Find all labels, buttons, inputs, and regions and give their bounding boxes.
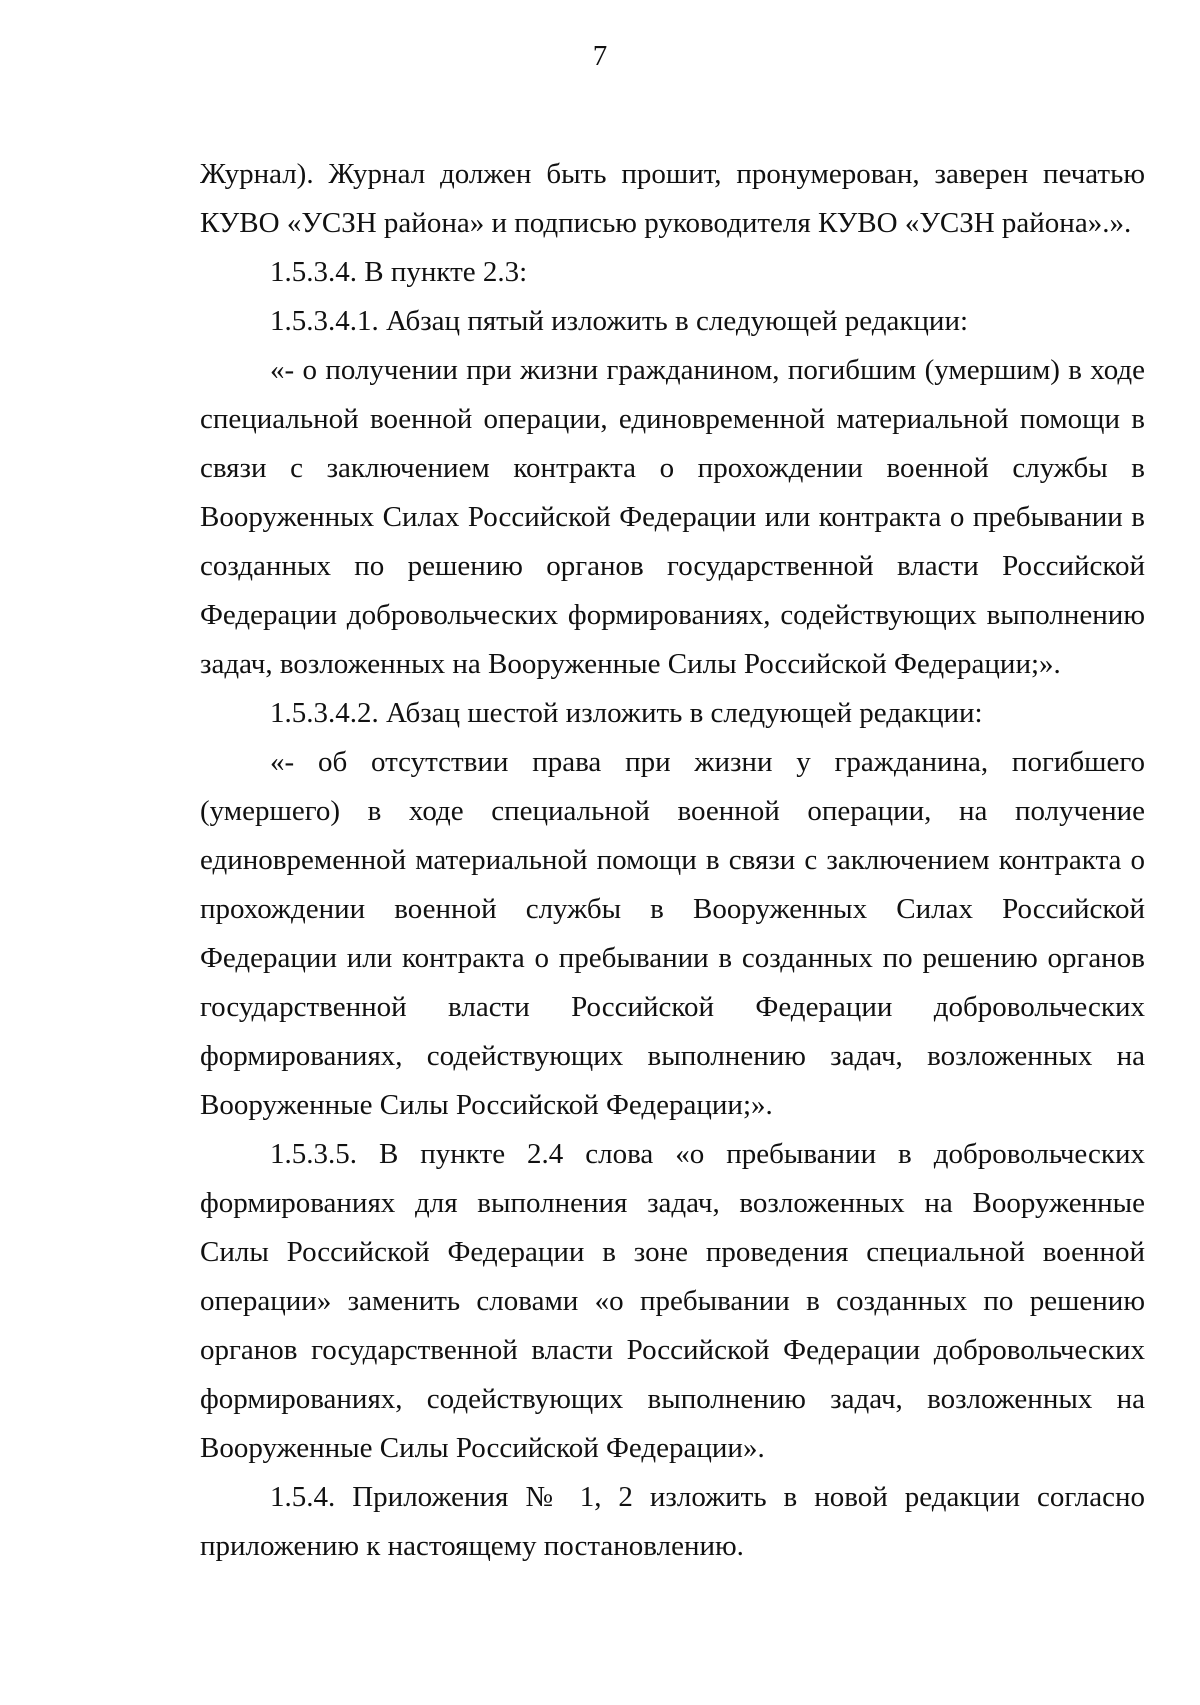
paragraph-1-5-4: 1.5.4. Приложения № 1, 2 изложить в новой редакции согласно приложению к настоящему постановлению. (200, 1481, 1145, 1562)
page-number: 7 (592, 40, 608, 72)
paragraph-1-5-3-5: 1.5.3.5. В пункте 2.4 слова «о пребывании в добровольческих формированиях для выполнения задач, возложенных на Вооруженные Силы Российской Федерации в зоне проведения специальной военной операции» заменить словами «о пребывании в созданных по решению органов государственной власти Российской Федерации добровольческих формированиях, содействующих выполнению задач, возложенных на Вооруженные Силы Российской Федерации». (200, 1138, 1145, 1464)
paragraph-quote-fifth-abzac: «- о получении при жизни гражданином, погибшим (умершим) в ходе специальной военной операции, единовременной материальной помощи в связи с заключением контракта о прохождении военной службы в Вооруженных Силах Российской Федерации или контракта о пребывании в созданных по решению органов государственной власти Российской Федерации добровольческих формированиях, содействующих выполнению задач, возложенных на Вооруженные Силы Российской Федерации;». (200, 354, 1145, 680)
paragraph-1-5-3-4-2: 1.5.3.4.2. Абзац шестой изложить в следующей редакции: (270, 697, 983, 729)
paragraph-journal-continuation: Журнал). Журнал должен быть прошит, пронумерован, заверен печатью КУВО «УСЗН района» и подписью руководителя КУВО «УСЗН района».». (200, 158, 1145, 239)
paragraph-quote-sixth-abzac: «- об отсутствии права при жизни у гражданина, погибшего (умершего) в ходе специальной военной операции, на получение единовременной материальной помощи в связи с заключением контракта о прохождении военной службы в Вооруженных Силах Российской Федерации или контракта о пребывании в созданных по решению органов государственной власти Российской Федерации добровольческих формированиях, содействующих выполнению задач, возложенных на Вооруженные Силы Российской Федерации;». (200, 746, 1145, 1121)
paragraph-1-5-3-4-1: 1.5.3.4.1. Абзац пятый изложить в следующей редакции: (270, 305, 969, 337)
paragraph-1-5-3-4: 1.5.3.4. В пункте 2.3: (270, 256, 528, 288)
document-body (200, 150, 1145, 1571)
